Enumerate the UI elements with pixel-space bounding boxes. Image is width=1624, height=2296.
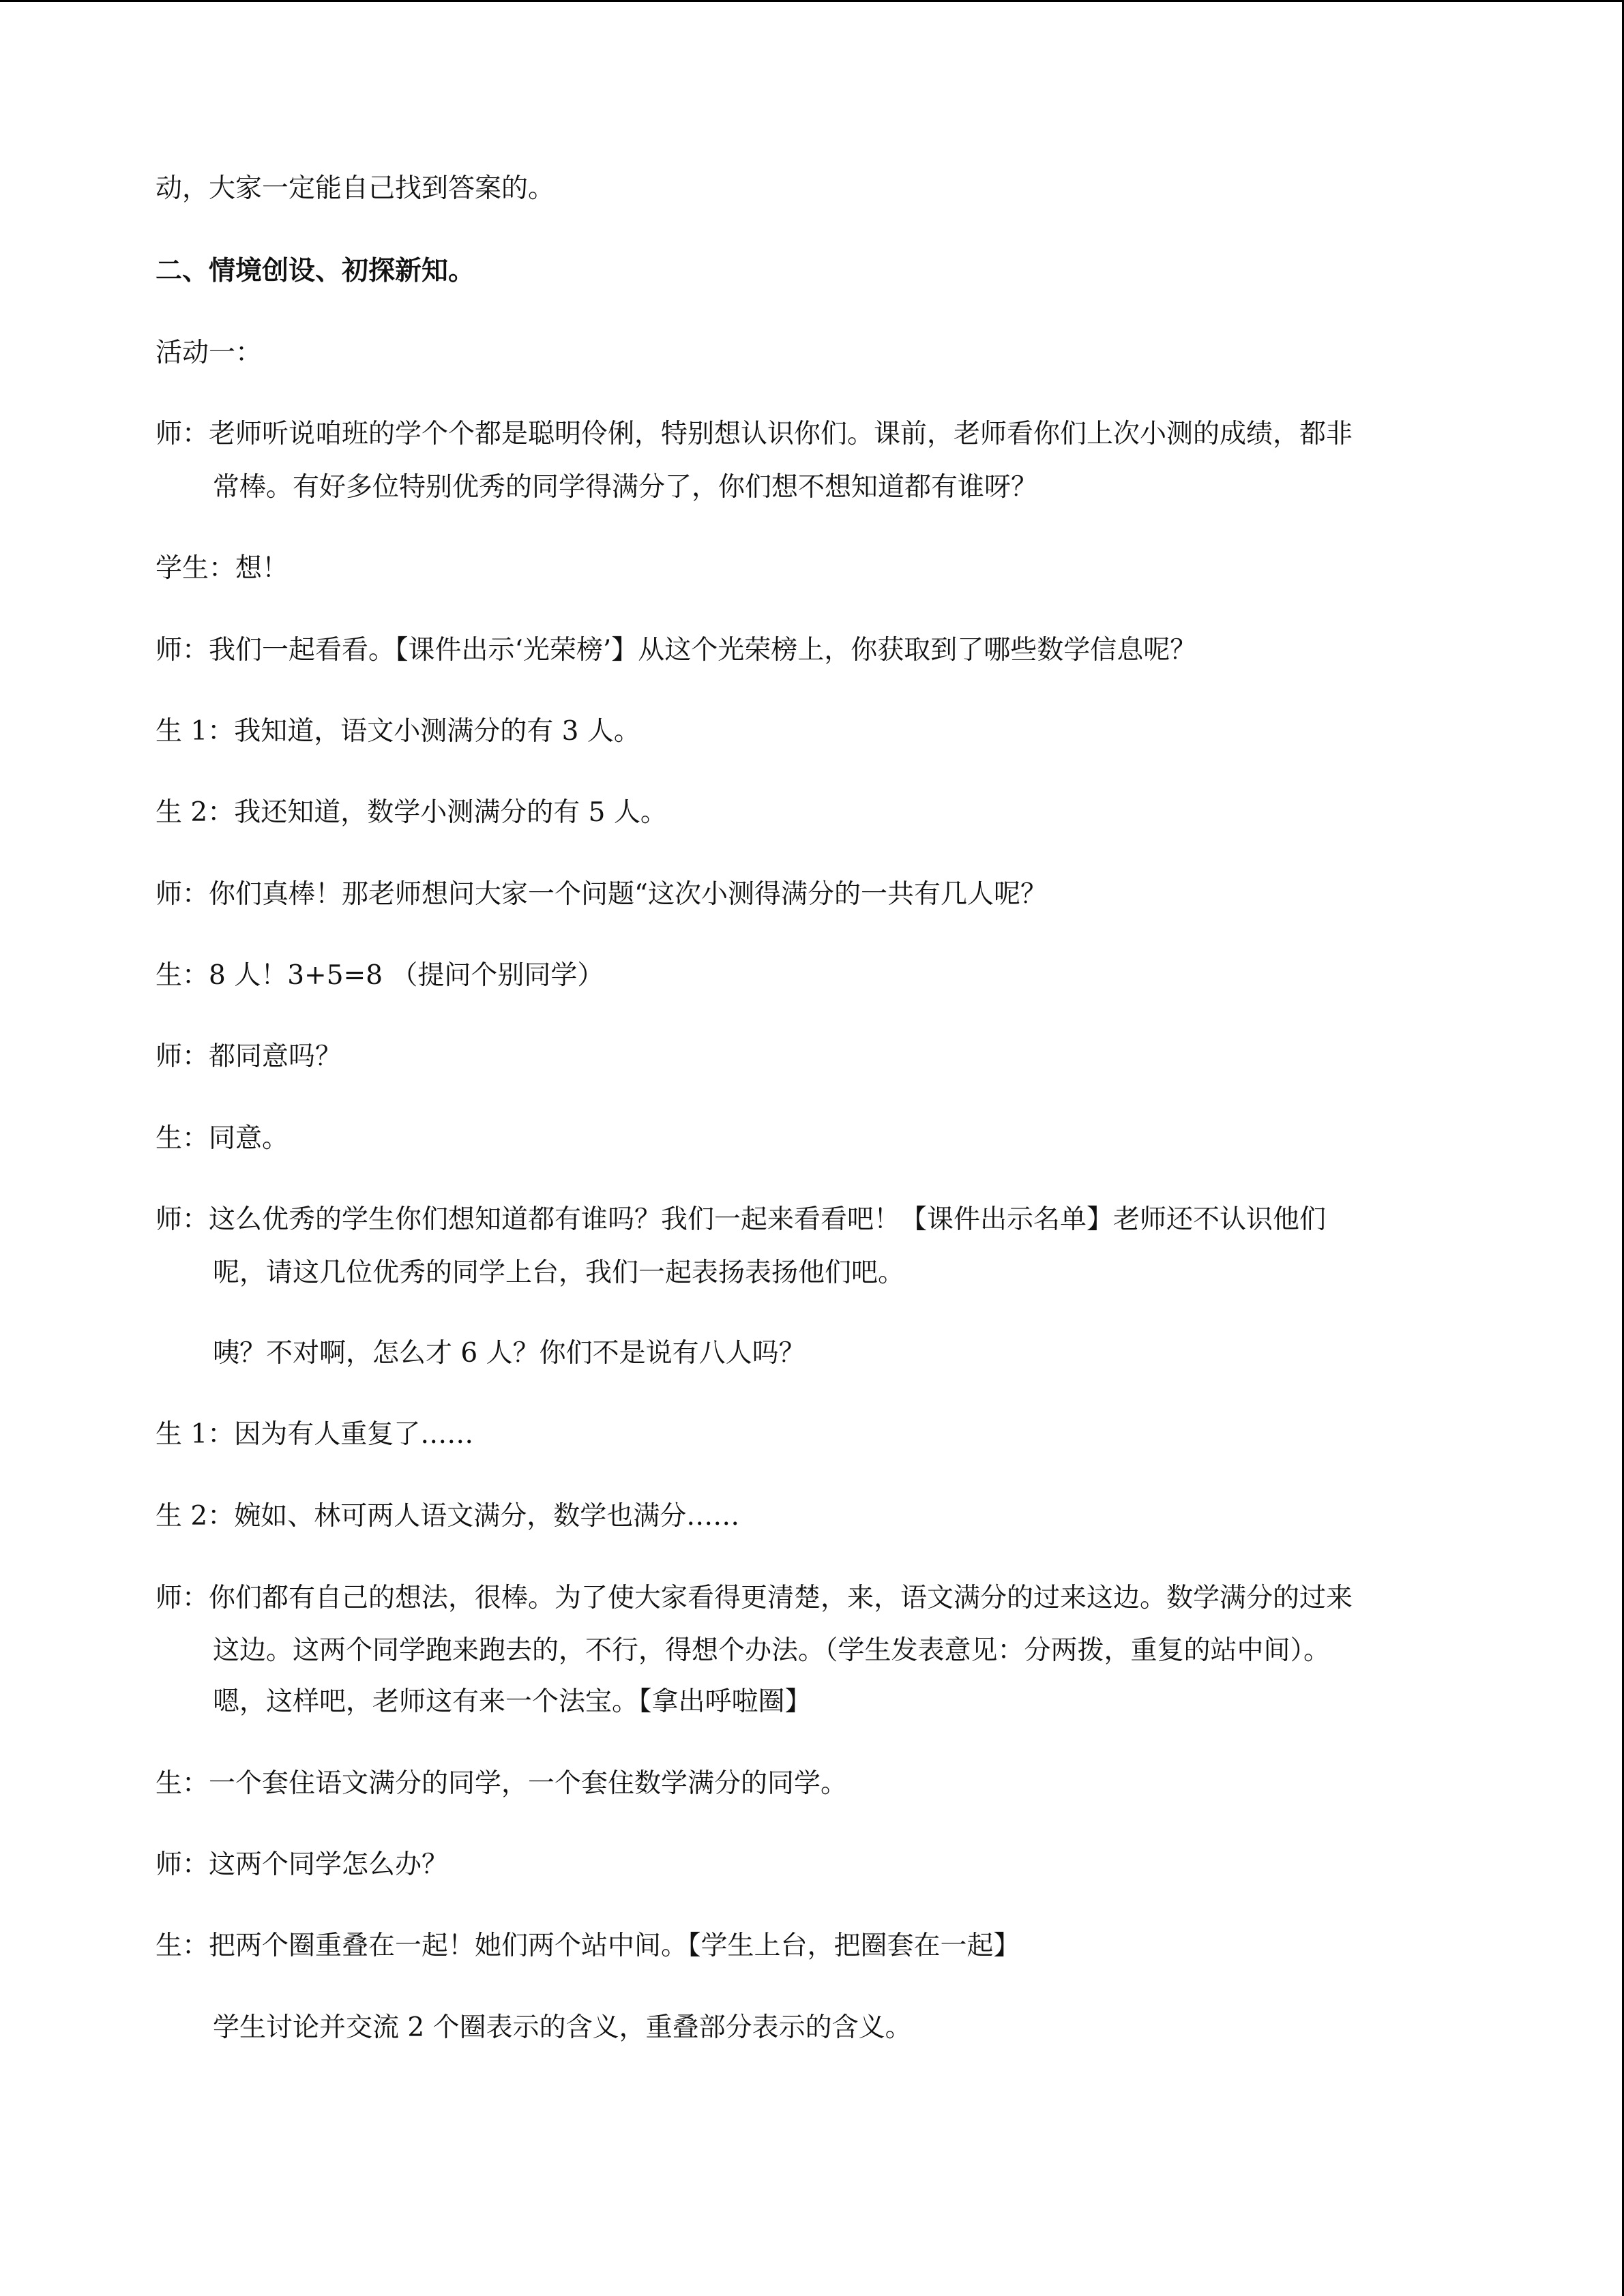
activity-label: 活动一：	[156, 338, 263, 368]
dialogue-line-continuation: 学生讨论并交流 2 个圈表示的含义，重叠部分表示的含义。	[213, 2012, 912, 2043]
dialogue-line: 师：这么优秀的学生你们想知道都有谁吗？我们一起来看看吧！【课件出示名单】老师还不认识他们	[156, 1204, 1327, 1235]
dialogue-line: 生：同意。	[156, 1123, 289, 1154]
dialogue-line: 生：8 人！3+5=8 （提问个别同学）	[156, 960, 604, 991]
dialogue-line: 师：我们一起看看。【课件出示‘光荣榜’】从这个光荣榜上，你获取到了哪些数学信息呢？	[156, 635, 1197, 666]
section-heading: 二、情境创设、初探新知。	[156, 255, 475, 286]
dialogue-line: 生：一个套住语文满分的同学，一个套住数学满分的同学。	[156, 1768, 848, 1799]
dialogue-line-continuation: 嗯，这样吧，老师这有来一个法宝。【拿出呼啦圈】	[213, 1686, 812, 1717]
dialogue-line-continuation: 这边。这两个同学跑来跑去的，不行，得想个办法。（学生发表意见：分两拨，重复的站中间）。	[213, 1635, 1331, 1666]
dialogue-line: 师：都同意吗？	[156, 1041, 342, 1072]
dialogue-line: 师：这两个同学怎么办？	[156, 1849, 449, 1880]
dialogue-line: 师：老师听说咱班的学个个都是聪明伶俐，特别想认识你们。课前，老师看你们上次小测的成绩，都非	[156, 419, 1353, 449]
page-top-border	[0, 0, 1624, 2]
dialogue-line: 生 1：因为有人重复了……	[156, 1419, 474, 1450]
dialogue-line: 师：你们真棒！那老师想问大家一个问题“这次小测得满分的一共有几人呢？	[156, 879, 1047, 910]
dialogue-line-continuation: 常棒。有好多位特别优秀的同学得满分了，你们想不想知道都有谁呀？	[213, 472, 1038, 503]
dialogue-line-continuation: 呢，请这几位优秀的同学上台，我们一起表扬表扬他们吧。	[213, 1257, 905, 1288]
dialogue-line: 学生：想！	[156, 553, 289, 584]
dialogue-line: 师：你们都有自己的想法，很棒。为了使大家看得更清楚，来，语文满分的过来这边。数学满分的过来	[156, 1583, 1353, 1613]
dialogue-line: 生：把两个圈重叠在一起！她们两个站中间。【学生上台，把圈套在一起】	[156, 1930, 1020, 1961]
dialogue-line-continuation: 咦？不对啊，怎么才 6 人？你们不是说有八人吗？	[213, 1338, 806, 1369]
dialogue-line: 生 1：我知道，语文小测满分的有 3 人。	[156, 716, 640, 747]
dialogue-line: 生 2：我还知道，数学小测满分的有 5 人。	[156, 797, 667, 828]
paragraph-continuation: 动，大家一定能自己找到答案的。	[156, 173, 555, 204]
dialogue-line: 生 2：婉如、林可两人语文满分，数学也满分……	[156, 1501, 740, 1532]
